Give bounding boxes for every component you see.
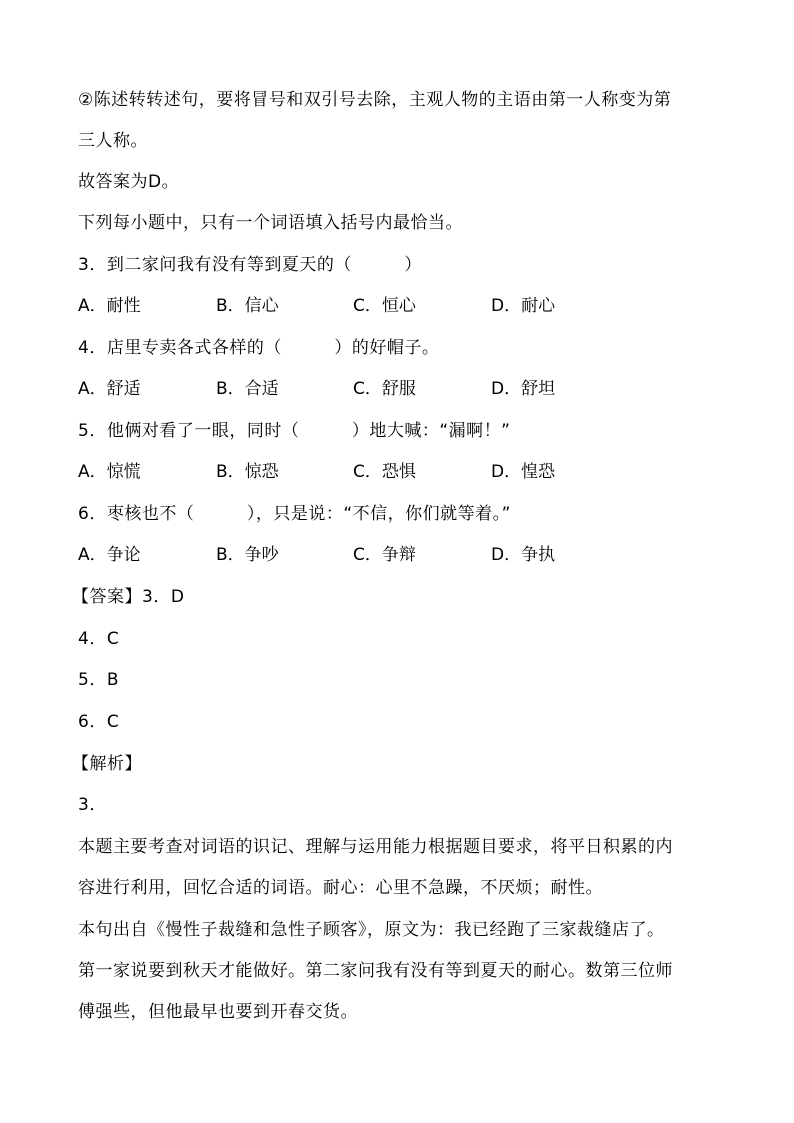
option-b: B．合适 [216,379,279,399]
analysis-text: 第一家说要到秋天才能做好。第二家问我有没有等到夏天的耐心。数第三位师 [78,961,673,981]
analysis-text: 傅强些，但他最早也要到开春交货。 [78,1002,358,1022]
option-c: C．恐惧 [353,462,416,482]
text-line: ②陈述转转述句，要将冒号和双引号去除，主观人物的主语由第一人称变为第 [78,90,672,110]
question-stem: 3．到二家问我有没有等到夏天的（ ） [78,255,422,275]
option-a: A．争论 [78,545,141,565]
answer-line: 6．C [78,712,120,732]
option-b: B．惊恐 [216,462,279,482]
option-d: D．舒坦 [491,379,556,399]
analysis-text: 容进行利用，回忆合适的词语。耐心：心里不急躁，不厌烦；耐性。 [78,878,603,898]
instruction-line: 下列每小题中，只有一个词语填入括号内最恰当。 [78,213,463,233]
option-c: C．争辩 [353,545,416,565]
analysis-heading: 【解析】 [72,754,142,774]
analysis-text: 本句出自《慢性子裁缝和急性子顾客》，原文为：我已经跑了三家裁缝店了。 [78,920,665,940]
analysis-number: 3． [78,795,107,815]
question-stem: 6．枣核也不（ ），只是说：“不信，你们就等着。” [78,504,511,524]
option-d: D．惶恐 [491,462,556,482]
option-d: D．耐心 [491,296,556,316]
option-a: A．耐性 [78,296,141,316]
answer-line: 【答案】3．D [72,587,185,607]
answer-line: 4．C [78,629,120,649]
option-a: A．惊慌 [78,462,141,482]
option-c: C．恒心 [353,296,416,316]
option-d: D．争执 [491,545,556,565]
option-c: C．舒服 [353,379,416,399]
text-line: 三人称。 [78,131,148,151]
analysis-text: 本题主要考查对词语的识记、理解与运用能力根据题目要求，将平日积累的内 [78,837,673,857]
option-b: B．信心 [216,296,279,316]
text-line: 故答案为D。 [78,172,180,192]
option-a: A．舒适 [78,379,141,399]
answer-line: 5．B [78,670,119,690]
question-stem: 4．店里专卖各式各样的（ ）的好帽子。 [78,338,440,358]
question-stem: 5．他俩对看了一眼，同时（ ）地大喊：“漏啊！” [78,421,511,441]
option-b: B．争吵 [216,545,279,565]
